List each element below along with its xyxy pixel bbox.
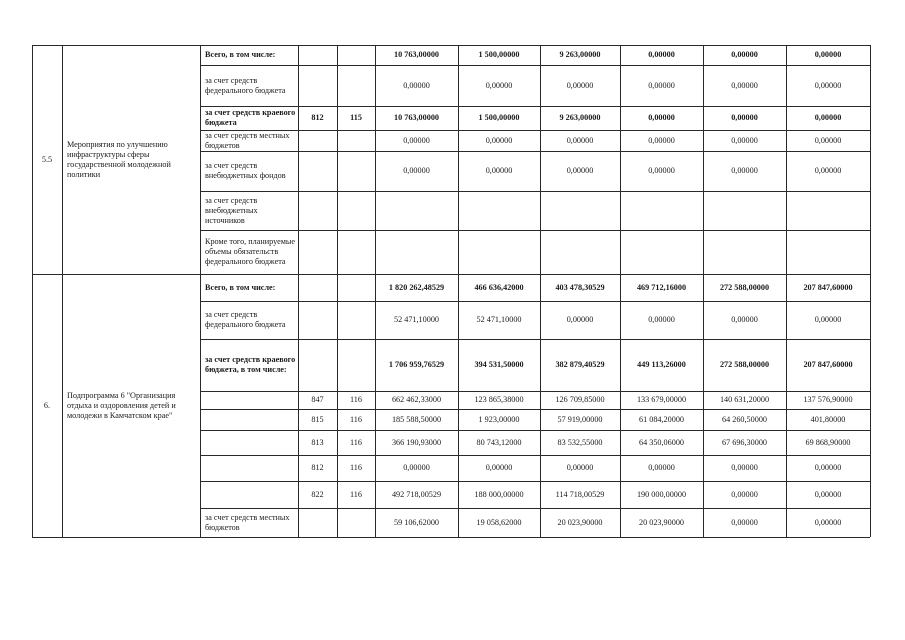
amount-cell: 133 679,00000 xyxy=(636,395,687,404)
amount-cell: 140 631,20000 xyxy=(719,395,770,404)
amount-cell: 114 718,00529 xyxy=(555,489,605,499)
amount-cell: 0,00000 xyxy=(731,113,758,122)
amount-cell: 185 588,50000 xyxy=(391,414,442,424)
amount-cell: 0,00000 xyxy=(566,166,594,175)
amount-cell: 662 462,33000 xyxy=(391,395,442,404)
grbs-code xyxy=(298,274,337,301)
funding-source-label: за счет средств внебюджетных источников xyxy=(205,195,258,225)
row-divider xyxy=(32,274,870,275)
grbs-code xyxy=(298,130,337,151)
amount-cell: 0,00000 xyxy=(814,80,842,90)
amount-cell: 137 576,90000 xyxy=(803,395,853,404)
program-code xyxy=(337,65,375,106)
amount-cell: 0,00000 xyxy=(566,80,594,90)
amount-cell: 52 471,10000 xyxy=(393,315,440,324)
grbs-code xyxy=(298,151,337,191)
amount-cell: 0,00000 xyxy=(731,489,758,499)
program-code xyxy=(337,230,375,274)
funding-source-label: Всего, в том числе: xyxy=(205,50,276,59)
amount-cell: 449 113,26000 xyxy=(637,360,686,369)
amount-cell: 0,00000 xyxy=(814,135,842,145)
amount-cell xyxy=(703,230,786,274)
amount-cell: 0,00000 xyxy=(403,135,430,145)
amount-cell: 272 588,00000 xyxy=(719,282,770,292)
amount-cell: 190 000,00000 xyxy=(636,489,687,499)
row-divider xyxy=(200,65,870,66)
amount-cell: 69 868,90000 xyxy=(805,437,851,447)
row-divider xyxy=(32,537,870,538)
row-divider xyxy=(200,301,870,302)
funding-source-label: за счет средств федерального бюджета xyxy=(205,75,286,95)
row-divider xyxy=(200,481,870,482)
amount-cell: 188 000,00000 xyxy=(474,489,524,499)
program-code xyxy=(337,45,375,65)
column-divider xyxy=(786,45,787,537)
funding-source-label: за счет средств краевого бюджета xyxy=(205,108,296,127)
amount-cell: 0,00000 xyxy=(648,50,675,59)
column-divider xyxy=(703,45,704,537)
grbs-code xyxy=(298,301,337,339)
row-divider xyxy=(200,455,870,456)
amount-cell: 20 023,90000 xyxy=(557,517,603,527)
amount-cell xyxy=(375,230,458,274)
amount-cell: 19 058,62000 xyxy=(476,517,522,527)
amount-cell: 0,00000 xyxy=(731,80,758,90)
amount-cell: 0,00000 xyxy=(403,80,430,90)
amount-cell: 0,00000 xyxy=(566,135,594,145)
amount-cell: 1 923,00000 xyxy=(478,414,520,424)
row-number: 5.5 xyxy=(41,154,53,164)
row-divider xyxy=(200,191,870,192)
amount-cell: 64 260,50000 xyxy=(721,414,768,424)
amount-cell: 126 709,85000 xyxy=(555,395,605,404)
amount-cell: 0,00000 xyxy=(814,489,842,499)
column-divider xyxy=(62,45,63,537)
amount-cell: 0,00000 xyxy=(648,315,675,324)
program-code xyxy=(337,151,375,191)
amount-cell: 0,00000 xyxy=(731,463,758,472)
row-divider xyxy=(200,151,870,152)
funding-source-label: за счет средств федерального бюджета xyxy=(205,310,286,329)
amount-cell: 0,00000 xyxy=(731,315,758,324)
amount-cell xyxy=(620,191,703,230)
amount-cell xyxy=(375,191,458,230)
amount-cell xyxy=(786,191,870,230)
program-code xyxy=(337,339,375,391)
amount-cell: 80 743,12000 xyxy=(476,437,522,447)
column-divider xyxy=(620,45,621,537)
grbs-code: 815 xyxy=(311,414,324,424)
program-code xyxy=(337,301,375,339)
amount-cell: 0,00000 xyxy=(648,113,675,122)
amount-cell: 57 919,00000 xyxy=(557,414,603,424)
row-divider xyxy=(200,508,870,509)
program-code: 116 xyxy=(350,463,362,472)
amount-cell: 67 696,30000 xyxy=(721,437,768,447)
funding-source-label: Всего, в том числе: xyxy=(205,282,276,292)
row-divider xyxy=(200,106,870,107)
row-divider xyxy=(200,430,870,431)
amount-cell: 1 706 959,76529 xyxy=(388,360,445,369)
amount-cell: 10 763,00000 xyxy=(393,113,440,122)
amount-cell: 123 865,38000 xyxy=(474,395,524,404)
amount-cell: 0,00000 xyxy=(731,135,758,145)
program-code: 116 xyxy=(350,437,362,447)
amount-cell: 1 500,00000 xyxy=(478,50,520,59)
grbs-code xyxy=(298,65,337,106)
amount-cell: 0,00000 xyxy=(731,517,758,527)
amount-cell: 9 263,00000 xyxy=(559,113,601,122)
column-divider xyxy=(337,45,338,537)
amount-cell xyxy=(458,191,540,230)
amount-cell xyxy=(458,230,540,274)
row-number: 6. xyxy=(43,400,51,410)
program-code: 116 xyxy=(350,414,362,424)
amount-cell xyxy=(786,230,870,274)
grbs-code: 812 xyxy=(311,463,324,472)
amount-cell xyxy=(703,191,786,230)
amount-cell: 61 084,20000 xyxy=(638,414,685,424)
column-divider xyxy=(870,45,871,537)
amount-cell: 0,00000 xyxy=(648,463,675,472)
funding-source-label: за счет средств внебюджетных фондов xyxy=(205,161,286,180)
amount-cell xyxy=(620,230,703,274)
program-name: Подпрограмма 6 "Организация отдыха и оздоровления детей и молодежи в Камчатском крае" xyxy=(67,390,176,420)
amount-cell xyxy=(540,191,620,230)
row-divider xyxy=(200,130,870,131)
amount-cell: 207 847,60000 xyxy=(803,360,853,369)
amount-cell: 0,00000 xyxy=(648,80,675,90)
amount-cell: 0,00000 xyxy=(814,50,842,59)
column-divider xyxy=(540,45,541,537)
amount-cell: 0,00000 xyxy=(485,135,513,145)
amount-cell: 469 712,16000 xyxy=(636,282,687,292)
amount-cell: 394 531,50000 xyxy=(474,360,524,369)
amount-cell: 0,00000 xyxy=(814,315,842,324)
funding-source-label: за счет средств краевого бюджета, в том числе: xyxy=(205,355,296,374)
amount-cell: 0,00000 xyxy=(731,166,758,175)
column-divider xyxy=(375,45,376,537)
amount-cell: 207 847,60000 xyxy=(803,282,853,292)
row-divider xyxy=(32,45,870,46)
amount-cell: 52 471,10000 xyxy=(476,315,522,324)
amount-cell: 0,00000 xyxy=(566,463,594,472)
column-divider xyxy=(32,45,33,537)
grbs-code: 822 xyxy=(311,489,324,499)
amount-cell: 0,00000 xyxy=(814,517,842,527)
grbs-code xyxy=(298,191,337,230)
grbs-code: 847 xyxy=(311,395,324,404)
row-divider xyxy=(200,409,870,410)
amount-cell: 0,00000 xyxy=(814,113,842,122)
row-divider xyxy=(200,230,870,231)
amount-cell: 403 478,30529 xyxy=(555,282,605,292)
program-code: 116 xyxy=(350,489,362,499)
amount-cell: 0,00000 xyxy=(566,315,594,324)
amount-cell: 466 636,42000 xyxy=(474,282,524,292)
program-code: 115 xyxy=(350,113,362,122)
amount-cell: 272 588,00000 xyxy=(719,360,770,369)
amount-cell: 1 820 262,48529 xyxy=(388,282,445,292)
amount-cell: 0,00000 xyxy=(485,80,513,90)
amount-cell: 0,00000 xyxy=(403,166,430,175)
program-code xyxy=(337,508,375,537)
column-divider xyxy=(200,45,201,537)
row-divider xyxy=(200,391,870,392)
program-code xyxy=(337,274,375,301)
amount-cell: 366 190,93000 xyxy=(391,437,442,447)
column-divider xyxy=(298,45,299,537)
amount-cell: 0,00000 xyxy=(485,463,513,472)
amount-cell: 9 263,00000 xyxy=(559,50,601,59)
amount-cell: 10 763,00000 xyxy=(393,50,440,59)
program-name: Мероприятия по улучшению инфраструктуры сферы государственной молодежной политики xyxy=(67,139,171,179)
funding-source-label: Кроме того, планируемые объемы обязательств федерального бюджета xyxy=(205,237,296,266)
amount-cell: 0,00000 xyxy=(814,166,842,175)
amount-cell: 401,80000 xyxy=(810,414,846,424)
program-code xyxy=(337,130,375,151)
grbs-code: 812 xyxy=(311,113,324,122)
grbs-code xyxy=(298,508,337,537)
program-code xyxy=(337,191,375,230)
grbs-code xyxy=(298,230,337,274)
amount-cell: 83 532,55000 xyxy=(557,437,603,447)
amount-cell: 0,00000 xyxy=(731,50,758,59)
grbs-code: 813 xyxy=(311,437,324,447)
amount-cell: 20 023,90000 xyxy=(638,517,685,527)
amount-cell xyxy=(540,230,620,274)
amount-cell: 492 718,00529 xyxy=(391,489,442,499)
funding-source-label: за счет средств местных бюджетов xyxy=(205,512,290,532)
program-code: 116 xyxy=(350,395,362,404)
amount-cell: 0,00000 xyxy=(485,166,513,175)
amount-cell: 0,00000 xyxy=(814,463,842,472)
amount-cell: 0,00000 xyxy=(648,166,675,175)
amount-cell: 0,00000 xyxy=(403,463,430,472)
amount-cell: 382 879,40529 xyxy=(555,360,605,369)
amount-cell: 59 106,62000 xyxy=(393,517,440,527)
amount-cell: 64 350,06000 xyxy=(638,437,685,447)
amount-cell: 0,00000 xyxy=(648,135,675,145)
funding-source-label: за счет средств местных бюджетов xyxy=(205,130,290,150)
grbs-code xyxy=(298,45,337,65)
row-divider xyxy=(200,339,870,340)
grbs-code xyxy=(298,339,337,391)
column-divider xyxy=(458,45,459,537)
amount-cell: 1 500,00000 xyxy=(478,113,520,122)
